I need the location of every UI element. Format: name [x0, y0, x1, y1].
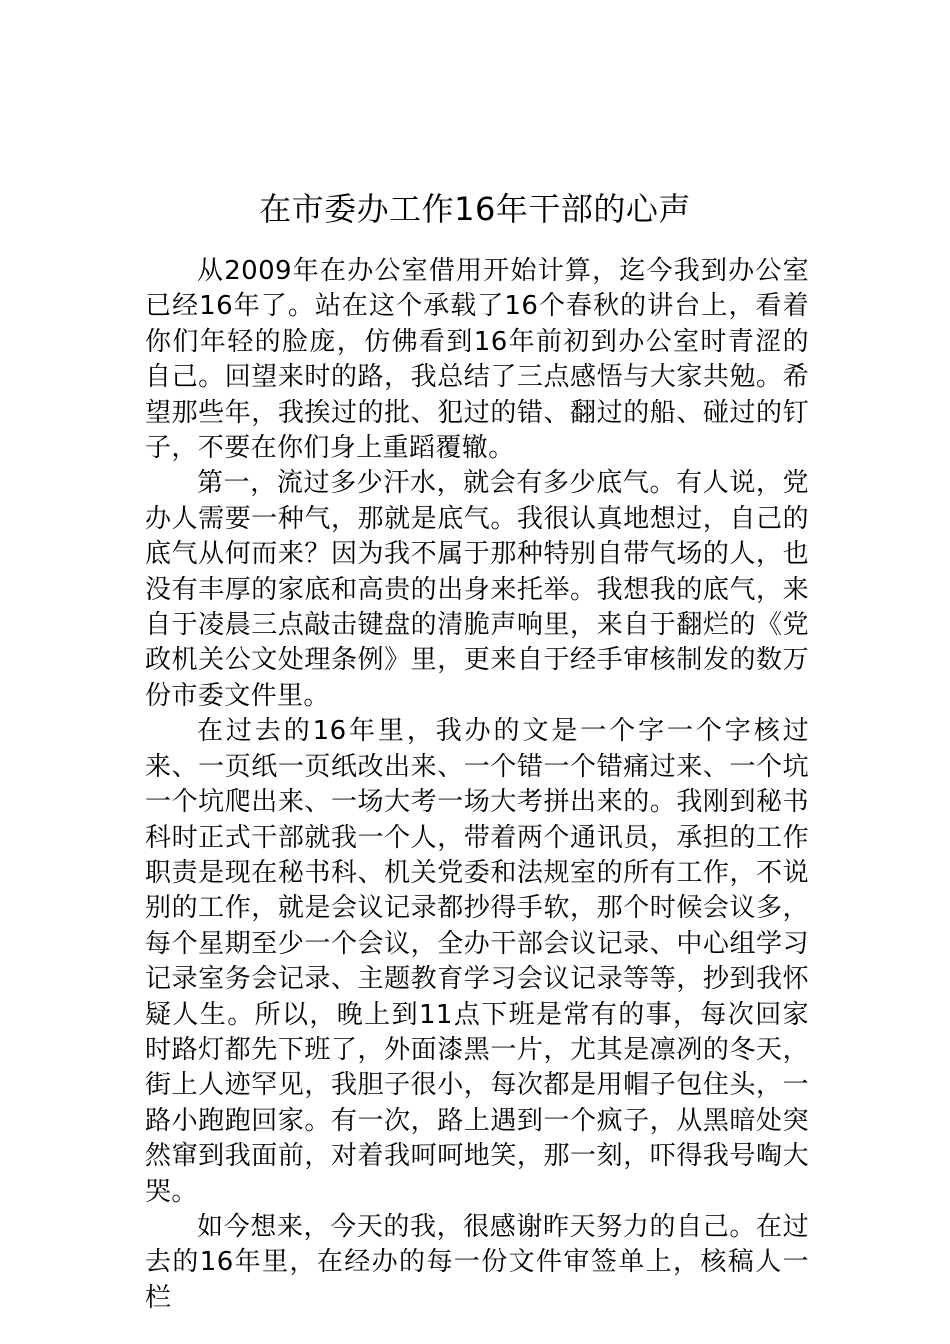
paragraph-4: 如今想来，今天的我，很感谢昨天努力的自己。在过去的16年里，在经办的每一份文件审签单上，核稿人一栏 [145, 1211, 809, 1313]
document-body [145, 254, 809, 1316]
paragraph-3: 在过去的16年里，我办的文是一个字一个字核过来、一页纸一页纸改出来、一个错一个错痛过来、一个坑一个坑爬出来、一场大考一场大考拼出来的。我刚到秘书科时正式干部就我一个人，带着两个通讯员，承担的工作职责是现在秘书科、机关党委和法规室的所有工作，不说别的工作，就是会议记录都抄得手软，那个时候会议多，每个星期至少一个会议，全办干部会议记录、中心组学习记录室务会记录、主题教育学习会议记录等等，抄到我怀疑人生。所以，晚上到11点下班是常有的事，每次回家时路灯都先下班了，外面漆黑一片，尤其是凛冽的冬天，街上人迹罕见，我胆子很小，每次都是用帽子包住头，一路小跑跑回家。有一次，路上遇到一个疯子，从黑暗处突然窜到我面前，对着我呵呵地笑，那一刻，吓得我号啕大哭。 [145, 716, 809, 1207]
paragraph-2: 第一，流过多少汗水，就会有多少底气。有人说，党办人需要一种气，那就是底气。我很认真地想过，自己的底气从何而来？因为我不属于那种特别自带气场的人，也没有丰厚的家底和高贵的出身来托举。我想我的底气，来自于凌晨三点敲击键盘的清脆声响里，来自于翻烂的《党政机关公文处理条例》里，更来自于经手审核制发的数万份市委文件里。 [145, 468, 809, 711]
paragraph-1: 从2009年在办公室借用开始计算，迄今我到办公室已经16年了。站在这个承载了16个春秋的讲台上，看着你们年轻的脸庞，仿佛看到16年前初到办公室时青涩的自己。回望来时的路，我总结了三点感悟与大家共勉。希望那些年，我挨过的批、犯过的错、翻过的船、碰过的钉子，不要在你们身上重蹈覆辙。 [145, 256, 809, 464]
document-title: 在市委办工作16年干部的心声 [259, 190, 691, 229]
